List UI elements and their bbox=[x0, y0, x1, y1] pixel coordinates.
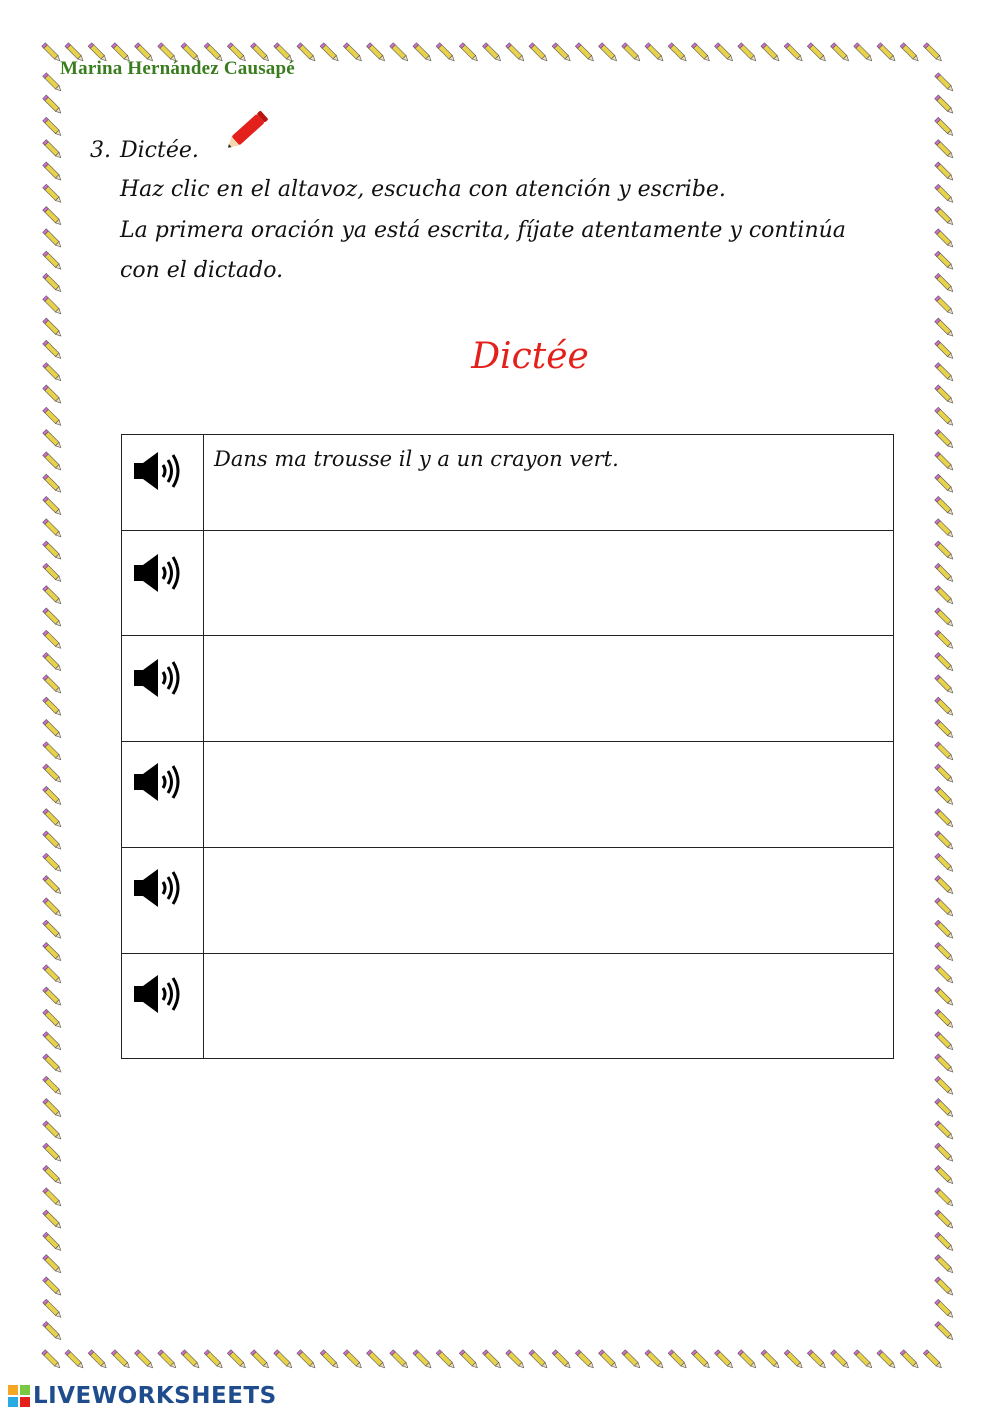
border-pencil bbox=[935, 563, 955, 583]
author-name: Marina Hernández Causapé bbox=[60, 58, 295, 79]
border-pencil bbox=[43, 229, 63, 249]
border-pencil bbox=[43, 1299, 63, 1319]
border-pencil bbox=[668, 43, 688, 63]
border-pencil bbox=[935, 273, 955, 293]
answer-text bbox=[204, 848, 893, 860]
border-pencil bbox=[43, 1099, 63, 1119]
speaker-cell bbox=[122, 848, 204, 954]
border-pencil bbox=[251, 1350, 271, 1370]
border-pencil bbox=[43, 987, 63, 1007]
worksheet-heading: Dictée bbox=[471, 336, 589, 377]
border-pencil bbox=[935, 898, 955, 918]
border-pencil bbox=[43, 898, 63, 918]
border-pencil bbox=[784, 1350, 804, 1370]
border-pencil bbox=[622, 1350, 642, 1370]
border-pencil bbox=[935, 786, 955, 806]
border-pencil bbox=[761, 1350, 781, 1370]
border-pencil bbox=[715, 1350, 735, 1370]
speaker-cell bbox=[122, 531, 204, 636]
pencil-icon bbox=[218, 100, 278, 162]
border-pencil bbox=[43, 742, 63, 762]
border-pencil bbox=[831, 1350, 851, 1370]
border-pencil bbox=[935, 876, 955, 896]
border-pencil bbox=[935, 653, 955, 673]
speaker-icon[interactable] bbox=[132, 972, 184, 1016]
border-pencil bbox=[43, 563, 63, 583]
border-pencil bbox=[43, 853, 63, 873]
border-pencil bbox=[877, 1350, 897, 1370]
border-pencil bbox=[320, 43, 340, 63]
border-pencil bbox=[935, 1099, 955, 1119]
border-pencil bbox=[43, 965, 63, 985]
border-pencil bbox=[935, 1188, 955, 1208]
instruction-line-3: con el dictado. bbox=[120, 258, 284, 283]
border-pencil bbox=[738, 1350, 758, 1370]
border-pencil bbox=[43, 675, 63, 695]
border-pencil bbox=[935, 608, 955, 628]
border-pencil bbox=[935, 541, 955, 561]
liveworksheets-footer bbox=[8, 1381, 277, 1411]
border-pencil bbox=[459, 1350, 479, 1370]
border-pencil bbox=[88, 1350, 108, 1370]
border-pencil bbox=[483, 43, 503, 63]
speaker-cell bbox=[122, 636, 204, 742]
border-pencil bbox=[935, 697, 955, 717]
border-pencil bbox=[807, 43, 827, 63]
border-pencil bbox=[413, 1350, 433, 1370]
border-pencil bbox=[691, 1350, 711, 1370]
border-pencil bbox=[935, 430, 955, 450]
border-pencil bbox=[935, 496, 955, 516]
border-pencil bbox=[935, 987, 955, 1007]
border-pencil bbox=[204, 1350, 224, 1370]
border-pencil bbox=[436, 43, 456, 63]
answer-text: Dans ma trousse il y a un crayon vert. bbox=[214, 447, 619, 471]
border-pencil bbox=[43, 452, 63, 472]
speaker-icon[interactable] bbox=[132, 656, 184, 700]
border-pencil bbox=[935, 1210, 955, 1230]
border-pencil bbox=[297, 43, 317, 63]
answer-input[interactable] bbox=[204, 848, 894, 954]
border-pencil bbox=[43, 920, 63, 940]
border-pencil bbox=[181, 1350, 201, 1370]
border-pencil bbox=[935, 1255, 955, 1275]
border-pencil bbox=[43, 385, 63, 405]
answer-input[interactable] bbox=[204, 636, 894, 742]
border-pencil bbox=[552, 1350, 572, 1370]
border-pencil bbox=[436, 1350, 456, 1370]
border-pencil bbox=[43, 95, 63, 115]
border-pencil bbox=[43, 942, 63, 962]
border-pencil bbox=[575, 1350, 595, 1370]
border-pencil bbox=[935, 1277, 955, 1297]
liveworksheets-logo-icon bbox=[8, 1385, 30, 1407]
border-pencil bbox=[43, 764, 63, 784]
border-pencil bbox=[935, 1143, 955, 1163]
border-pencil bbox=[43, 608, 63, 628]
border-pencil bbox=[784, 43, 804, 63]
border-pencil bbox=[900, 1350, 920, 1370]
border-pencil bbox=[43, 786, 63, 806]
border-pencil bbox=[935, 474, 955, 494]
border-pencil bbox=[935, 1054, 955, 1074]
border-pencil bbox=[43, 1165, 63, 1185]
answer-input[interactable] bbox=[204, 742, 894, 848]
border-pencil bbox=[935, 140, 955, 160]
border-pencil bbox=[854, 1350, 874, 1370]
border-pencil bbox=[135, 1350, 155, 1370]
answer-text bbox=[204, 636, 893, 648]
border-pencil bbox=[343, 1350, 363, 1370]
border-pencil bbox=[935, 229, 955, 249]
border-pencil bbox=[43, 184, 63, 204]
border-pencil bbox=[935, 675, 955, 695]
border-pencil bbox=[935, 630, 955, 650]
border-pencil bbox=[935, 519, 955, 539]
border-pencil bbox=[43, 1009, 63, 1029]
border-pencil bbox=[529, 43, 549, 63]
border-pencil bbox=[854, 43, 874, 63]
border-pencil bbox=[43, 1277, 63, 1297]
border-pencil bbox=[738, 43, 758, 63]
border-pencil bbox=[506, 1350, 526, 1370]
border-pencil bbox=[43, 586, 63, 606]
border-pencil bbox=[390, 43, 410, 63]
border-pencil bbox=[43, 1032, 63, 1052]
border-pencil bbox=[43, 1210, 63, 1230]
border-pencil bbox=[599, 1350, 619, 1370]
dictation-row bbox=[122, 531, 894, 636]
border-pencil bbox=[43, 496, 63, 516]
border-pencil bbox=[343, 43, 363, 63]
border-pencil bbox=[43, 407, 63, 427]
speaker-icon[interactable] bbox=[132, 866, 184, 910]
dictation-row bbox=[122, 636, 894, 742]
border-pencil bbox=[413, 43, 433, 63]
border-pencil bbox=[43, 140, 63, 160]
answer-text bbox=[204, 954, 893, 966]
answer-cell[interactable] bbox=[204, 435, 894, 531]
border-pencil bbox=[935, 965, 955, 985]
border-pencil bbox=[935, 1322, 955, 1342]
pencil-border-bottom bbox=[40, 1345, 960, 1375]
border-pencil bbox=[935, 184, 955, 204]
border-pencil bbox=[935, 1121, 955, 1141]
border-pencil bbox=[935, 1299, 955, 1319]
border-pencil bbox=[43, 630, 63, 650]
border-pencil bbox=[935, 385, 955, 405]
border-pencil bbox=[935, 742, 955, 762]
exercise-number: 3. bbox=[90, 138, 111, 163]
dictation-row bbox=[122, 848, 894, 954]
border-pencil bbox=[935, 586, 955, 606]
border-pencil bbox=[43, 1255, 63, 1275]
pencil-border-left bbox=[38, 38, 68, 1375]
border-pencil bbox=[935, 407, 955, 427]
border-pencil bbox=[43, 697, 63, 717]
border-pencil bbox=[935, 207, 955, 227]
border-pencil bbox=[935, 162, 955, 182]
border-pencil bbox=[43, 876, 63, 896]
border-pencil bbox=[645, 43, 665, 63]
border-pencil bbox=[935, 1009, 955, 1029]
border-pencil bbox=[575, 43, 595, 63]
border-pencil bbox=[645, 1350, 665, 1370]
border-pencil bbox=[111, 1350, 131, 1370]
border-pencil bbox=[43, 162, 63, 182]
speaker-icon[interactable] bbox=[132, 760, 184, 804]
answer-text bbox=[204, 531, 893, 543]
border-pencil bbox=[43, 809, 63, 829]
border-pencil bbox=[43, 831, 63, 851]
border-pencil bbox=[43, 519, 63, 539]
border-pencil bbox=[622, 43, 642, 63]
border-pencil bbox=[599, 43, 619, 63]
border-pencil bbox=[227, 1350, 247, 1370]
border-pencil bbox=[43, 1054, 63, 1074]
border-pencil bbox=[43, 117, 63, 137]
answer-input[interactable] bbox=[204, 531, 894, 636]
border-pencil bbox=[935, 942, 955, 962]
dictation-row bbox=[122, 435, 894, 531]
border-pencil bbox=[935, 831, 955, 851]
border-pencil bbox=[761, 43, 781, 63]
border-pencil bbox=[483, 1350, 503, 1370]
speaker-icon[interactable] bbox=[132, 449, 184, 493]
border-pencil bbox=[367, 1350, 387, 1370]
border-pencil bbox=[935, 452, 955, 472]
border-pencil bbox=[831, 43, 851, 63]
border-pencil bbox=[935, 1232, 955, 1252]
border-pencil bbox=[297, 1350, 317, 1370]
border-pencil bbox=[506, 43, 526, 63]
border-pencil bbox=[935, 1032, 955, 1052]
border-pencil bbox=[935, 117, 955, 137]
border-pencil bbox=[43, 653, 63, 673]
border-pencil bbox=[43, 1076, 63, 1096]
border-pencil bbox=[935, 719, 955, 739]
instruction-line-2: La primera oración ya está escrita, fíjate atentamente y continúa bbox=[120, 218, 846, 243]
border-pencil bbox=[935, 95, 955, 115]
dictation-row bbox=[122, 742, 894, 848]
border-pencil bbox=[900, 43, 920, 63]
instruction-line-1: Haz clic en el altavoz, escucha con atención y escribe. bbox=[120, 177, 726, 202]
border-pencil bbox=[43, 318, 63, 338]
speaker-cell bbox=[122, 742, 204, 848]
border-pencil bbox=[935, 318, 955, 338]
border-pencil bbox=[43, 541, 63, 561]
dictation-table bbox=[121, 434, 894, 1059]
border-pencil bbox=[935, 920, 955, 940]
border-pencil bbox=[529, 1350, 549, 1370]
border-pencil bbox=[877, 43, 897, 63]
border-pencil bbox=[43, 296, 63, 316]
border-pencil bbox=[935, 73, 955, 93]
answer-input[interactable] bbox=[204, 954, 894, 1059]
answer-text bbox=[204, 742, 893, 754]
border-pencil bbox=[935, 1165, 955, 1185]
border-pencil bbox=[43, 1188, 63, 1208]
speaker-cell bbox=[122, 954, 204, 1059]
speaker-cell bbox=[122, 435, 204, 531]
border-pencil bbox=[158, 1350, 178, 1370]
pencil-border-right bbox=[930, 38, 960, 1375]
border-pencil bbox=[274, 1350, 294, 1370]
border-pencil bbox=[935, 296, 955, 316]
dictation-row bbox=[122, 954, 894, 1059]
speaker-icon[interactable] bbox=[132, 551, 184, 595]
border-pencil bbox=[459, 43, 479, 63]
border-pencil bbox=[691, 43, 711, 63]
border-pencil bbox=[320, 1350, 340, 1370]
border-pencil bbox=[43, 1143, 63, 1163]
exercise-title: Dictée. bbox=[120, 138, 199, 163]
border-pencil bbox=[43, 273, 63, 293]
border-pencil bbox=[43, 1322, 63, 1342]
border-pencil bbox=[715, 43, 735, 63]
border-pencil bbox=[935, 1076, 955, 1096]
border-pencil bbox=[43, 207, 63, 227]
border-pencil bbox=[935, 809, 955, 829]
border-pencil bbox=[43, 251, 63, 271]
border-pencil bbox=[668, 1350, 688, 1370]
liveworksheets-brand[interactable]: LIVEWORKSHEETS bbox=[33, 1383, 277, 1409]
border-pencil bbox=[43, 474, 63, 494]
border-pencil bbox=[390, 1350, 410, 1370]
border-pencil bbox=[935, 251, 955, 271]
border-pencil bbox=[43, 1121, 63, 1141]
border-pencil bbox=[935, 764, 955, 784]
border-pencil bbox=[552, 43, 572, 63]
border-pencil bbox=[367, 43, 387, 63]
border-pencil bbox=[43, 1232, 63, 1252]
border-pencil bbox=[43, 430, 63, 450]
border-pencil bbox=[43, 719, 63, 739]
border-pencil bbox=[807, 1350, 827, 1370]
border-pencil bbox=[935, 853, 955, 873]
